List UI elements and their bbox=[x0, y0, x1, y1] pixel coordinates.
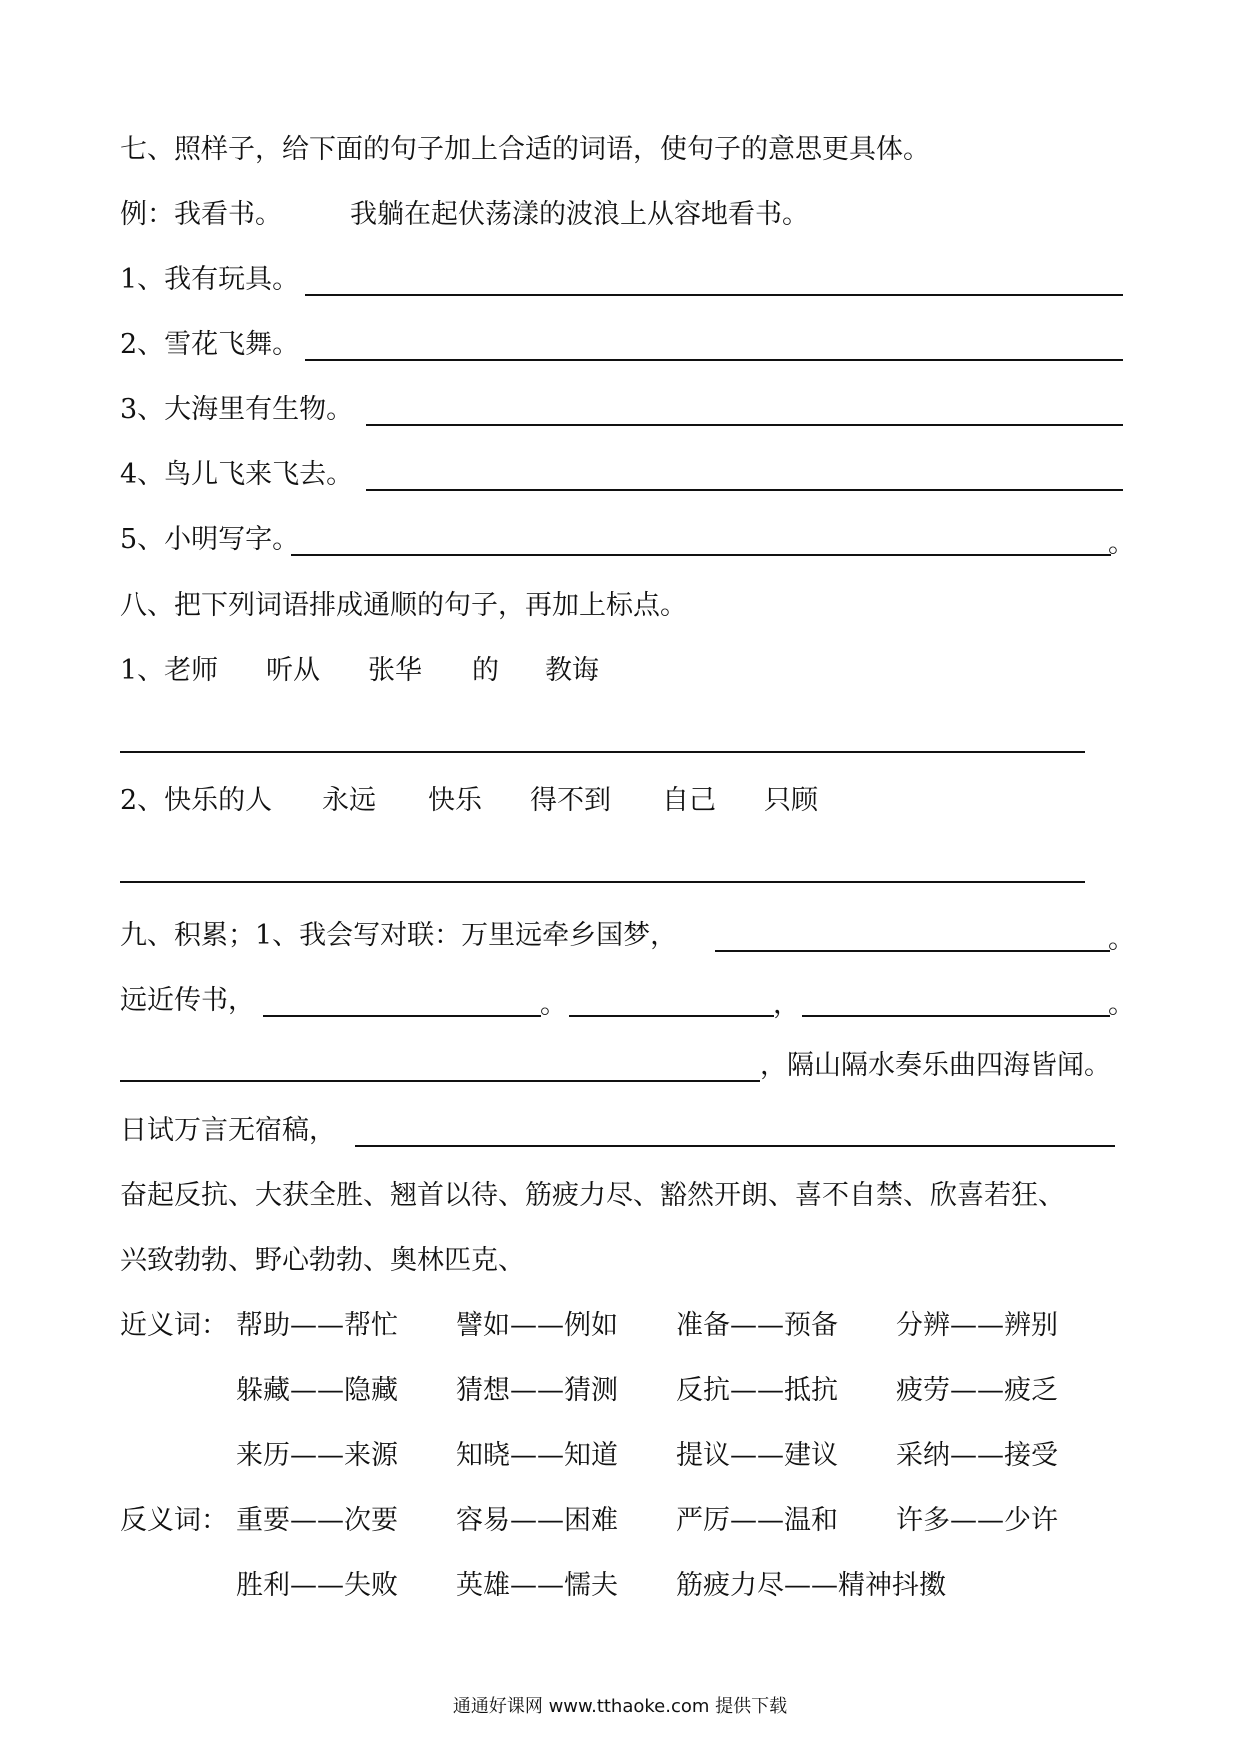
synonym-pair: 疲劳——疲乏 bbox=[896, 1375, 1058, 1406]
synonym-pair: 提议——建议 bbox=[676, 1440, 838, 1471]
synonym-pair: 躲藏——隐藏 bbox=[236, 1375, 398, 1406]
item-3: 3、大海里有生物。 bbox=[120, 394, 354, 425]
antonym-pair: 严厉——温和 bbox=[676, 1505, 838, 1536]
q2-answer-blank[interactable] bbox=[120, 881, 1085, 883]
synonym-pair: 猜想——猜测 bbox=[456, 1375, 618, 1406]
antonym-pair: 胜利——失败 bbox=[236, 1570, 398, 1601]
couplet-comma: ， bbox=[773, 989, 800, 1020]
antonym-pair: 筋疲力尽——精神抖擞 bbox=[676, 1570, 946, 1601]
q1-word: 教诲 bbox=[545, 655, 599, 686]
footer-source: 通通好课网 www.tthaoke.com 提供下载 bbox=[452, 1696, 788, 1717]
q1-word: 的 bbox=[472, 655, 499, 686]
couplet-blank-1[interactable] bbox=[715, 950, 1110, 952]
q1-word: 1、老师 bbox=[120, 655, 219, 686]
answer-blank-1[interactable] bbox=[305, 294, 1123, 296]
synonyms-label: 近义词： bbox=[120, 1310, 228, 1341]
antonyms-label: 反义词： bbox=[120, 1505, 228, 1536]
synonym-pair: 帮助——帮忙 bbox=[236, 1310, 398, 1341]
example-label: 例：我看书。 bbox=[120, 199, 282, 230]
synonym-pair: 来历——来源 bbox=[236, 1440, 398, 1471]
synonym-pair: 譬如——例如 bbox=[456, 1310, 618, 1341]
synonym-pair: 反抗——抵抗 bbox=[676, 1375, 838, 1406]
example-answer: 我躺在起伏荡漾的波浪上从容地看书。 bbox=[350, 199, 809, 230]
idioms-line2: 兴致勃勃、野心勃勃、奥林匹克、 bbox=[120, 1245, 525, 1276]
q2-word: 永远 bbox=[322, 785, 376, 816]
q2-word: 自己 bbox=[662, 785, 716, 816]
couplet-blank-2[interactable] bbox=[263, 1015, 541, 1017]
section9-line1: 九、积累；1、我会写对联：万里远牵乡国梦， bbox=[120, 920, 678, 951]
antonym-pair: 容易——困难 bbox=[456, 1505, 618, 1536]
answer-blank-2[interactable] bbox=[305, 359, 1123, 361]
item-1: 1、我有玩具。 bbox=[120, 264, 300, 295]
synonym-pair: 分辨——辨别 bbox=[896, 1310, 1058, 1341]
item-2: 2、雪花飞舞。 bbox=[120, 329, 300, 360]
couplet-period-1: 。 bbox=[1108, 924, 1135, 955]
answer-blank-4[interactable] bbox=[366, 489, 1123, 491]
couplet-blank-3[interactable] bbox=[569, 1015, 774, 1017]
item-5: 5、小明写字。 bbox=[120, 524, 300, 555]
couplet-period-2: 。 bbox=[540, 989, 567, 1020]
answer-blank-5[interactable] bbox=[291, 554, 1111, 556]
section9-line3: ，隔山隔水奏乐曲四海皆闻。 bbox=[760, 1050, 1111, 1081]
q2-word: 只顾 bbox=[764, 785, 818, 816]
synonym-pair: 准备——预备 bbox=[676, 1310, 838, 1341]
q1-word: 听从 bbox=[266, 655, 320, 686]
couplet-blank-5[interactable] bbox=[120, 1080, 760, 1082]
antonym-pair: 重要——次要 bbox=[236, 1505, 398, 1536]
item-4: 4、鸟儿飞来飞去。 bbox=[120, 459, 354, 490]
couplet-blank-6[interactable] bbox=[355, 1145, 1115, 1147]
section9-line4: 日试万言无宿稿， bbox=[120, 1115, 336, 1146]
couplet-period-3: 。 bbox=[1108, 989, 1135, 1020]
item-5-period: 。 bbox=[1108, 528, 1135, 559]
q1-word: 张华 bbox=[368, 655, 422, 686]
couplet-blank-4[interactable] bbox=[802, 1015, 1110, 1017]
q2-word: 得不到 bbox=[530, 785, 611, 816]
q2-word: 2、快乐的人 bbox=[120, 785, 273, 816]
section9-line2: 远近传书， bbox=[120, 985, 255, 1016]
synonym-pair: 知晓——知道 bbox=[456, 1440, 618, 1471]
idioms-line1: 奋起反抗、大获全胜、翘首以待、筋疲力尽、豁然开朗、喜不自禁、欣喜若狂、 bbox=[120, 1180, 1065, 1211]
q2-word: 快乐 bbox=[428, 785, 482, 816]
section7-heading: 七、照样子，给下面的句子加上合适的词语，使句子的意思更具体。 bbox=[120, 134, 930, 165]
antonym-pair: 英雄——懦夫 bbox=[456, 1570, 618, 1601]
section8-heading: 八、把下列词语排成通顺的句子，再加上标点。 bbox=[120, 590, 687, 621]
synonym-pair: 采纳——接受 bbox=[896, 1440, 1058, 1471]
antonym-pair: 许多——少许 bbox=[896, 1505, 1058, 1536]
answer-blank-3[interactable] bbox=[366, 424, 1123, 426]
q1-answer-blank[interactable] bbox=[120, 751, 1085, 753]
